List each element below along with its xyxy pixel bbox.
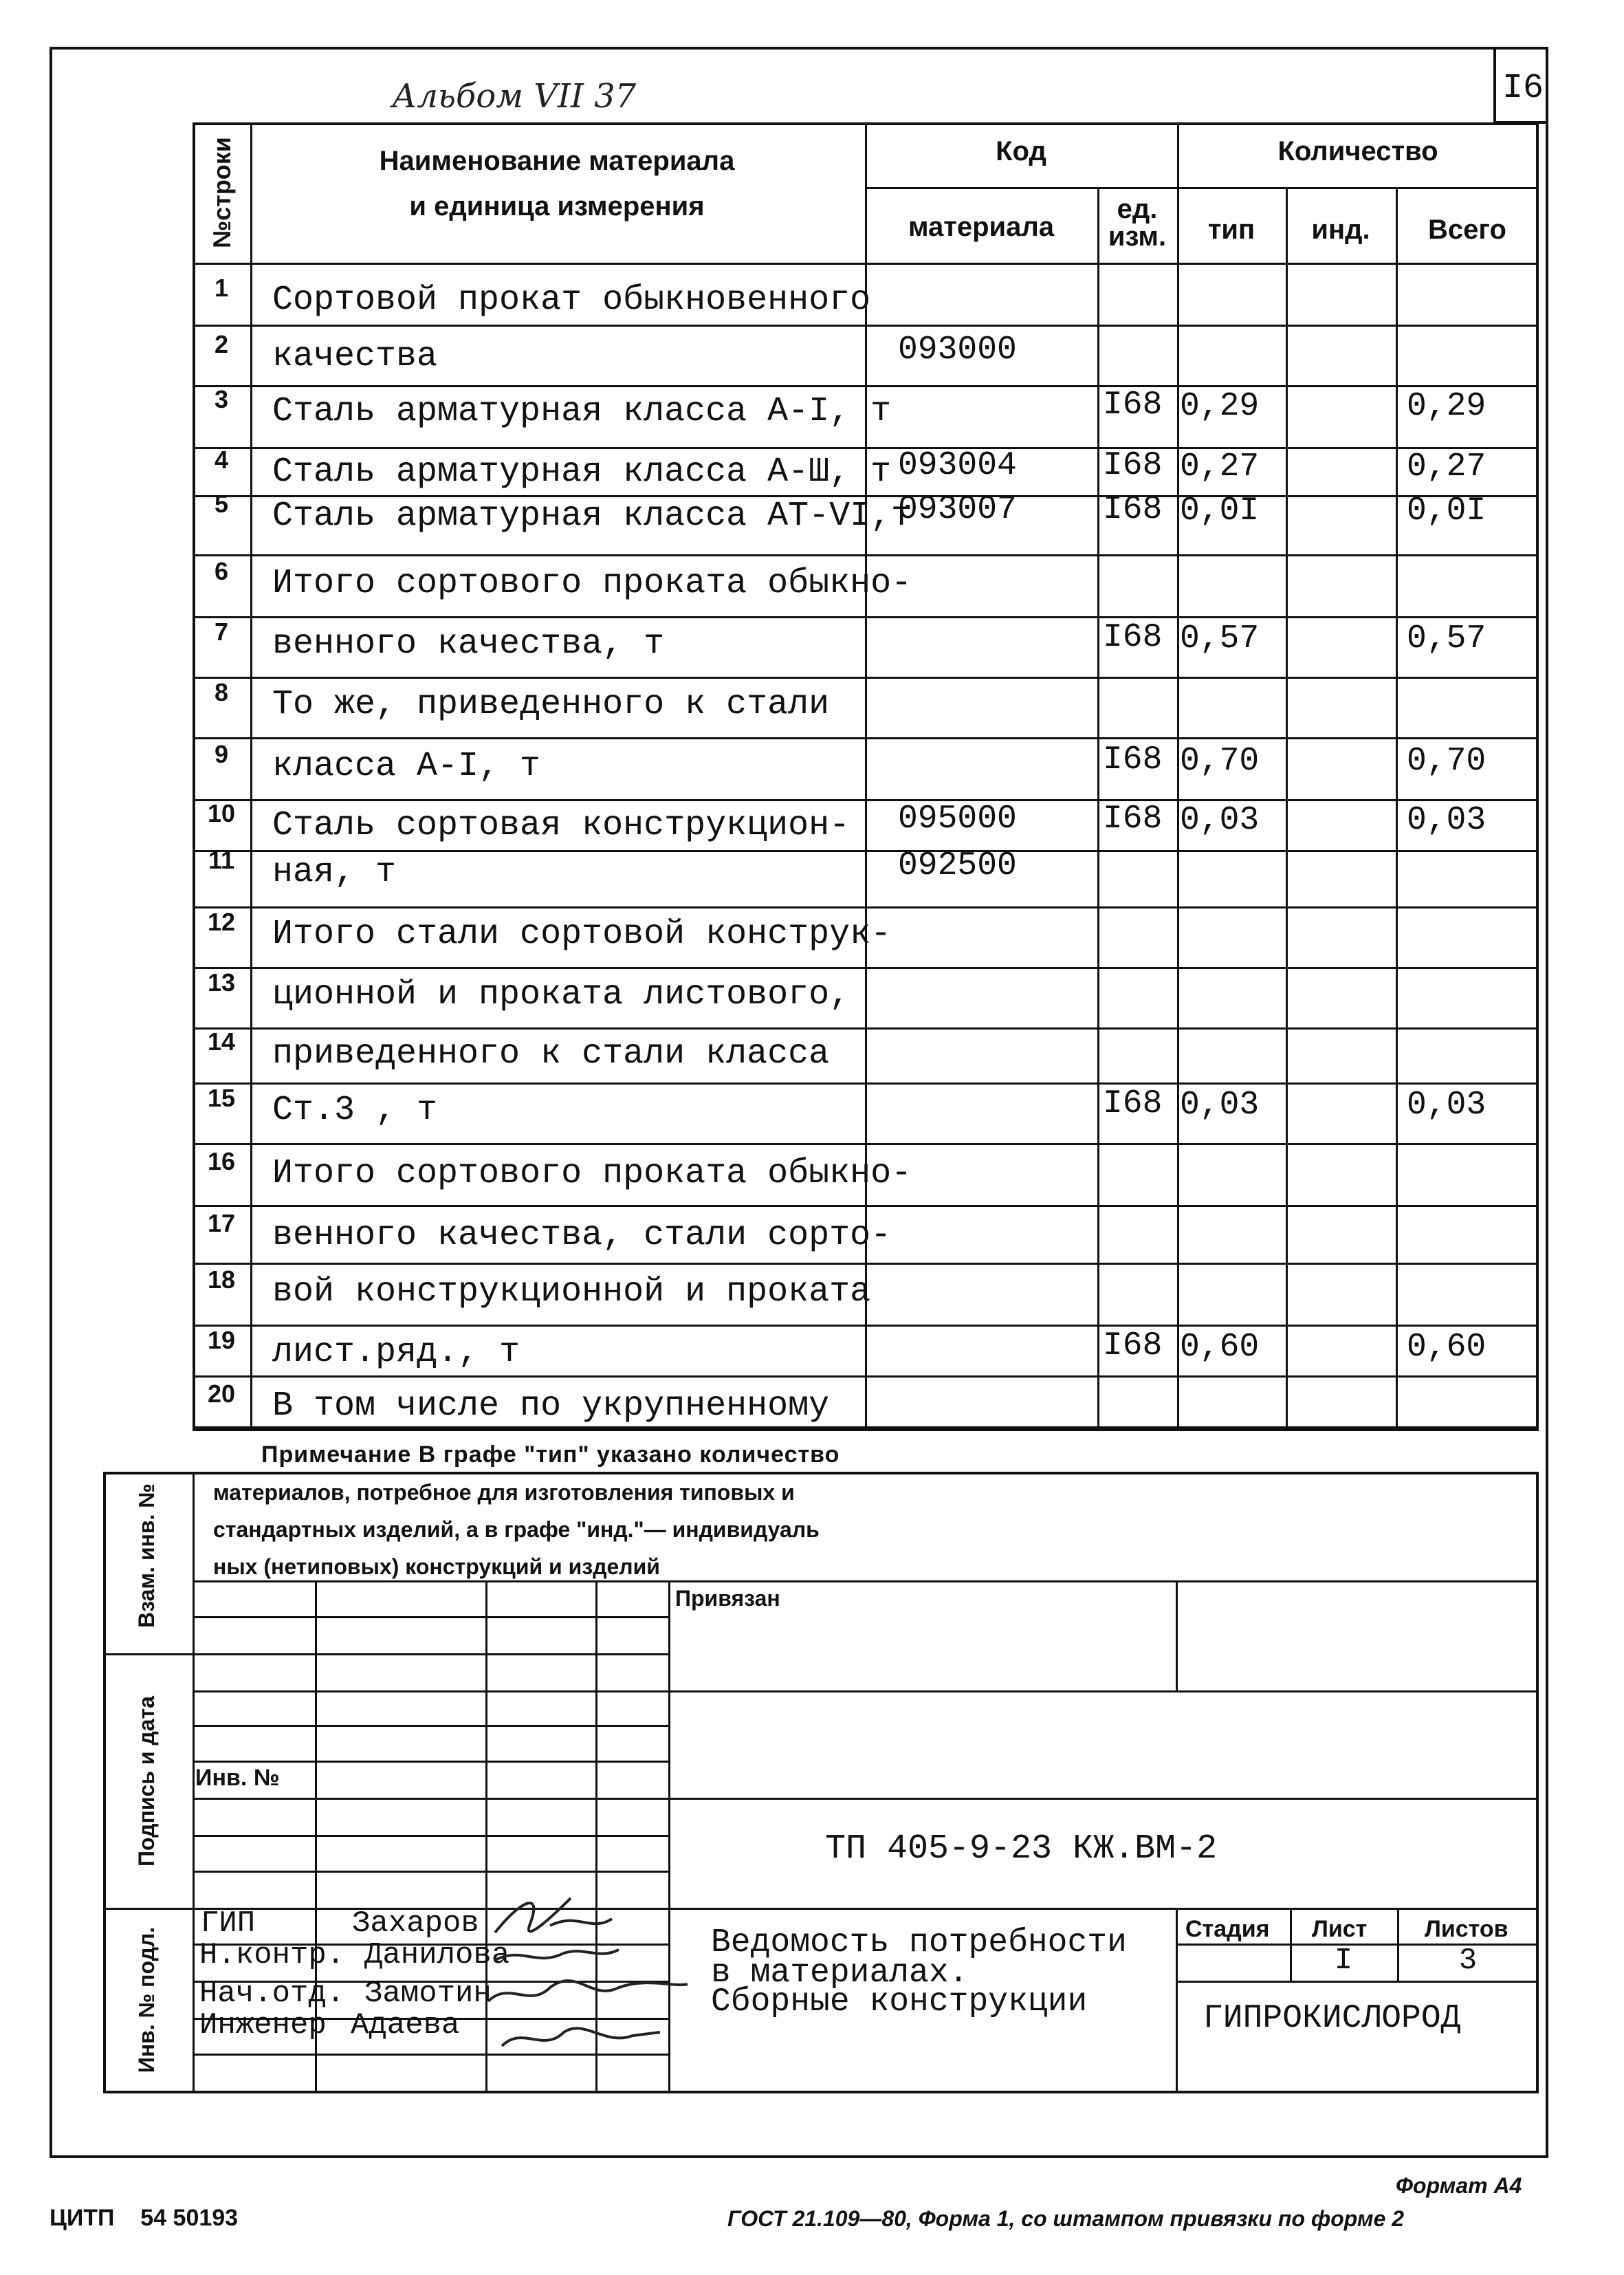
material-name: Сортовой прокат обыкновенного (272, 281, 871, 320)
sheet-value: I (1334, 1944, 1353, 1978)
note-line1: Примечание В графе "тип" указано количество (261, 1441, 840, 1468)
col-rownum (250, 122, 252, 1429)
qty-total: 0,03 (1407, 802, 1486, 839)
qty-tip: 0,27 (1180, 448, 1260, 486)
signatures-drawing (481, 1884, 701, 2091)
unit-code: I68 (1103, 741, 1163, 779)
unit-code: I68 (1103, 387, 1163, 424)
material-code: 093000 (898, 331, 1017, 369)
material-name: Сталь арматурная класса AT-VI,т (272, 497, 912, 536)
footer-left: ЦИТП 54 50193 (50, 2205, 239, 2231)
qty-tip: 0,0I (1180, 492, 1260, 530)
sheet-label: Лист (1312, 1916, 1368, 1942)
stamp-row (193, 1653, 668, 1655)
unit-code: I68 (1103, 619, 1163, 656)
row-number: 7 (214, 618, 229, 646)
person-2-name: Данилова (364, 1938, 510, 1972)
unit-code: I68 (1103, 1085, 1163, 1122)
header-name-line1: Наименование материала (379, 146, 735, 176)
footer-gost: ГОСТ 21.109—80, Форма 1, со штампом привязки по форме 2 (727, 2206, 1405, 2231)
stamp-doc-code: ТП 405-9-23 КЖ.ВМ-2 (825, 1829, 1218, 1869)
material-name: Итого сортового проката обыкно- (272, 1154, 912, 1193)
header-code-unit: ед. изм. (1108, 194, 1167, 252)
side-sep2 (103, 1908, 193, 1910)
material-name: Ст.3 , т (272, 1091, 438, 1130)
unit-code: I68 (1103, 1327, 1163, 1364)
row-divider (193, 906, 1539, 908)
person-2-role: Н.контр. (199, 1938, 345, 1972)
material-name: Сталь сортовая конструкцион- (272, 806, 851, 845)
note-line4: ных (нетиповых) конструкций и изделий (213, 1554, 660, 1579)
qty-total: 0,03 (1407, 1087, 1486, 1124)
stamp-row (193, 1835, 668, 1837)
header-qty-type: тип (1207, 215, 1255, 245)
material-name: венного качества, т (272, 624, 665, 664)
row-number: 3 (214, 385, 229, 413)
stamp-row (193, 1761, 668, 1763)
stage-row2 (1176, 1981, 1539, 1983)
material-code: 092500 (898, 847, 1017, 884)
row-number: 1 (214, 274, 229, 302)
row-number: 17 (207, 1209, 236, 1237)
row-number: 11 (208, 846, 235, 874)
title-line3: Сборные конструкции (711, 1983, 1088, 2021)
row-divider (193, 1143, 1539, 1145)
stamp-inv-no: Инв. № (195, 1765, 280, 1791)
material-name: качества (272, 337, 438, 376)
row-divider (193, 1375, 1539, 1378)
row-number: 8 (214, 678, 229, 706)
person-1-name: Захаров (352, 1906, 479, 1941)
qty-total: 0,29 (1407, 388, 1486, 425)
note-top (193, 1429, 1539, 1431)
row-number: 5 (214, 490, 229, 518)
header-code: Код (996, 136, 1046, 166)
sheets-value: 3 (1458, 1944, 1478, 1978)
stamp-col5 (1176, 1580, 1178, 1690)
stamp-privyazan: Привязан (675, 1586, 780, 1611)
signature-danilova (495, 1950, 619, 1960)
side-inv-podl: Инв. № подл. (134, 1926, 159, 2073)
signature-adaeva (502, 2028, 660, 2046)
row-divider (193, 1027, 1539, 1030)
material-name: То же, приведенного к стали (272, 685, 830, 724)
material-name: Итого стали сортовой конструк- (272, 915, 892, 954)
qty-total: 0,57 (1407, 620, 1486, 657)
row-number: 14 (207, 1027, 236, 1056)
side-vzam: Взам. инв. № (134, 1483, 159, 1628)
person-3-name: Замотин (364, 1977, 492, 2011)
row-number: 20 (207, 1380, 236, 1408)
stamp-row (193, 1725, 668, 1727)
material-code: 093007 (898, 491, 1017, 528)
side-sep1 (103, 1653, 193, 1655)
side-podpis: Подпись и дата (134, 1696, 159, 1866)
material-name: класса A-I, т (272, 747, 541, 786)
title-line2: в материалах. (711, 1955, 969, 1992)
row-number: 13 (207, 968, 236, 997)
row-divider (193, 616, 1539, 618)
stamp-row (193, 1690, 1539, 1692)
row-number: 16 (207, 1147, 236, 1175)
material-name: ная, т (272, 853, 397, 892)
stamp-row (193, 1871, 668, 1873)
col-unit (1177, 122, 1179, 1429)
material-name: ционной и проката листового, (272, 975, 851, 1014)
qty-tip: 0,29 (1180, 388, 1260, 425)
row-number: 9 (214, 740, 229, 768)
album-note: Альбом VII 37 (392, 77, 637, 116)
material-name: Сталь арматурная класса A-Ш, т (272, 453, 892, 492)
person-4-role: Инженер (199, 2008, 327, 2043)
header-quantity: Количество (1277, 136, 1438, 166)
row-number: 12 (207, 908, 236, 936)
material-name: Итого сортового проката обыкно- (272, 564, 912, 603)
row-divider (193, 385, 1539, 387)
material-name: В том числе по укрупненному (272, 1386, 830, 1426)
header-divider-code (865, 187, 1539, 189)
row-number: 2 (214, 330, 229, 358)
note-line3: стандартных изделий, а в графе "инд."— индивидуаль (213, 1517, 820, 1542)
unit-code: I68 (1103, 447, 1163, 484)
col-ind (1396, 187, 1398, 1429)
sheet-number: I6 (1502, 69, 1544, 108)
row-divider (193, 1082, 1539, 1085)
stamp-row (193, 1616, 668, 1618)
stamp-row (193, 1798, 1539, 1800)
person-4-name: Адаева (351, 2008, 460, 2043)
row-divider (193, 325, 1539, 327)
unit-code: I68 (1103, 801, 1163, 838)
qty-tip: 0,03 (1180, 1087, 1260, 1124)
qty-tip: 0,60 (1180, 1329, 1260, 1366)
stage-label: Стадия (1185, 1916, 1270, 1942)
qty-total: 0,0I (1407, 492, 1486, 530)
signature-zamotin (488, 1981, 688, 2001)
row-divider (193, 1325, 1539, 1327)
material-name: лист.ряд., т (272, 1333, 520, 1372)
row-number: 19 (207, 1326, 236, 1354)
qty-total: 0,60 (1407, 1329, 1486, 1366)
title-right-col (1176, 1908, 1178, 2093)
material-code: 095000 (898, 801, 1017, 838)
format-label: Формат А4 (1396, 2173, 1522, 2198)
material-name: Сталь арматурная класса A-I, т (272, 392, 892, 431)
stamp-top (193, 1580, 1539, 1582)
sheets-label: Листов (1425, 1916, 1508, 1942)
person-3-role: Нач.отд. (199, 1977, 345, 2011)
row-divider (193, 1205, 1539, 1207)
col-tip (1286, 187, 1288, 1429)
col-code (1097, 187, 1099, 1429)
unit-code: I68 (1103, 491, 1163, 528)
row-divider (193, 967, 1539, 969)
row-number: 15 (207, 1084, 236, 1112)
row-divider (193, 799, 1539, 801)
material-name: вой конструкционной и проката (272, 1272, 871, 1311)
row-divider (193, 677, 1539, 679)
header-name-line2: и единица измерения (409, 191, 705, 221)
header-code-material: материала (908, 212, 1055, 242)
qty-tip: 0,70 (1180, 743, 1260, 780)
stamp-left-strip (193, 1472, 195, 2093)
material-code: 093004 (898, 447, 1017, 484)
header-qty-total: Всего (1428, 215, 1506, 245)
row-divider (193, 1263, 1539, 1265)
qty-tip: 0,03 (1180, 802, 1260, 839)
signature-zakharov (495, 1898, 612, 1933)
person-1-role: ГИП (201, 1906, 256, 1941)
row-number: 18 (207, 1265, 236, 1294)
material-name: приведенного к стали класса (272, 1034, 830, 1074)
row-divider (193, 737, 1539, 739)
header-row-no: №строки (208, 137, 236, 248)
organization: ГИПРОКИСЛОРОД (1203, 2000, 1461, 2037)
row-divider (193, 447, 1539, 449)
material-name: венного качества, стали сорто- (272, 1216, 892, 1255)
row-number: 10 (207, 799, 236, 827)
row-divider (193, 850, 1539, 852)
note-line2: материалов, потребное для изготовления типовых и (213, 1480, 795, 1505)
row-number: 4 (214, 446, 229, 474)
row-divider (193, 554, 1539, 556)
qty-total: 0,27 (1407, 448, 1486, 486)
qty-tip: 0,57 (1180, 620, 1260, 657)
header-qty-ind: инд. (1311, 215, 1370, 245)
qty-total: 0,70 (1407, 743, 1486, 780)
row-number: 6 (214, 557, 229, 585)
title-line1: Ведомость потребности (711, 1924, 1127, 1961)
